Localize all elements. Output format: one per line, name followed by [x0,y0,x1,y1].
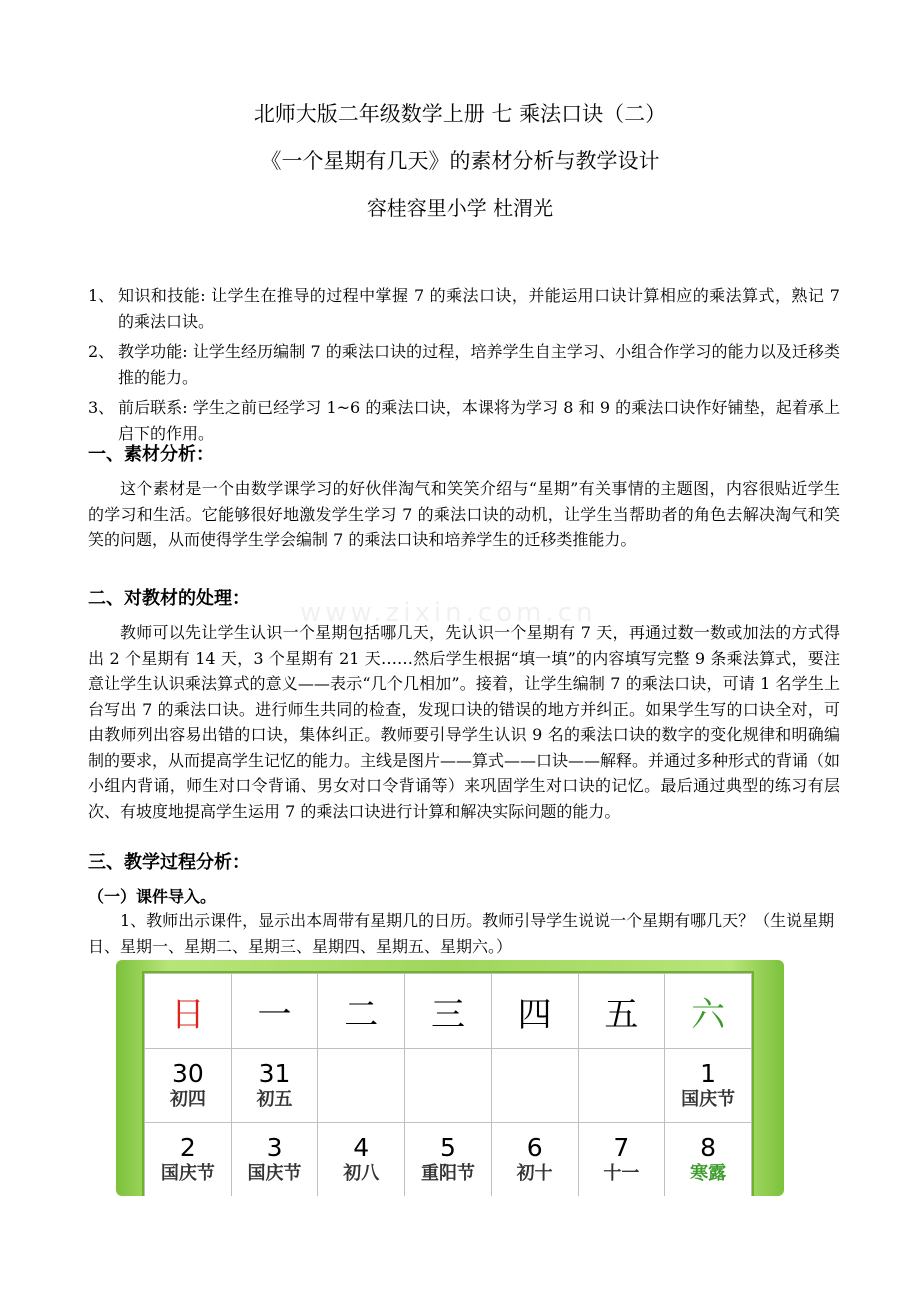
objective-text: 教学功能: 让学生经历编制 7 的乘法口诀的过程，培养学生自主学习、小组合作学习的能力以及迁移类推的能力。 [118,342,840,387]
weekday-monday: 一 [231,974,318,1049]
section-heading-material: 一、素材分析： [88,444,214,465]
day-label: 寒露 [690,1162,727,1184]
calendar-day-cell [318,1049,405,1123]
section-body-intro: 1、教师出示课件，显示出本周带有星期几的日历。教师引导学生说说一个星期有哪几天？（生说星期日、星期一、星期二、星期三、星期四、星期五、星期六。） [88,911,835,956]
objective-number: 3、 [88,398,115,417]
calendar-day-cell [318,1123,405,1197]
calendar-image [116,960,784,1196]
objective-text: 知识和技能: 让学生在推导的过程中掌握 7 的乘法口诀，并能运用口诀计算相应的乘法算式，熟记 7 的乘法口诀。 [118,286,840,331]
day-number: 3 [266,1132,283,1162]
calendar-day-cell [145,1049,232,1123]
calendar-board [142,971,754,1196]
weekday-friday: 五 [578,974,665,1049]
objective-number: 2、 [88,342,115,361]
calendar-grid [144,973,752,1196]
calendar-day-cell [231,1123,318,1197]
objective-number: 1、 [88,286,115,305]
day-number: 4 [353,1132,370,1162]
calendar-day-cell [665,1123,752,1197]
day-number: 8 [700,1132,717,1162]
day-number: 1 [700,1058,717,1088]
doc-title-line1: 北师大版二年级数学上册 七 乘法口诀（二） [253,102,667,126]
day-label: 国庆节 [160,1162,215,1184]
day-label: 初八 [343,1162,380,1184]
calendar-day-cell [405,1123,492,1197]
day-label: 初五 [256,1088,293,1110]
day-label: 十一 [603,1162,640,1184]
day-number: 31 [258,1058,291,1088]
calendar-day-cell [578,1123,665,1197]
day-number: 7 [613,1132,630,1162]
weekday-sunday: 日 [145,974,232,1049]
calendar-day-cell [405,1049,492,1123]
day-number: 30 [171,1058,204,1088]
weekday-wednesday: 三 [405,974,492,1049]
calendar-day-cell [231,1049,318,1123]
calendar-week-row [145,1049,752,1123]
section-body-material: 这个素材是一个由数学课学习的好伙伴淘气和笑笑介绍与“星期”有关事情的主题图，内容很贴近学生的学习和生活。它能够很好地激发学生学习 7 的乘法口诀的动机，让学生当帮助者的角色去解决淘气和笑笑的问题，从而使得学生学会编制 7 的乘法口诀和培养学生的迁移类推能力。 [88,479,840,549]
section-heading-process: 三、教学过程分析： [88,852,250,873]
day-number: 6 [526,1132,543,1162]
day-label: 初十 [516,1162,553,1184]
day-label: 国庆节 [681,1088,736,1110]
objective-item [88,283,840,335]
objective-text: 前后联系: 学生之前已经学习 1~6 的乘法口诀，本课将为学习 8 和 9 的乘法口诀作好铺垫，起着承上启下的作用。 [118,398,840,443]
watermark: www.zixin.com.cn [300,598,597,628]
day-number: 5 [440,1132,456,1162]
calendar-day-cell [491,1123,578,1197]
objectives-list [88,283,840,451]
weekday-thursday: 四 [491,974,578,1049]
calendar-day-cell [665,1049,752,1123]
section-heading-processing: 二、对教材的处理： [88,588,250,609]
calendar-week-row [145,1123,752,1197]
weekday-saturday: 六 [665,974,752,1049]
doc-title-line2: 《一个星期有几天》的素材分析与教学设计 [260,149,660,173]
calendar-day-cell [578,1049,665,1123]
day-label: 国庆节 [247,1162,302,1184]
section-body-processing: 教师可以先让学生认识一个星期包括哪几天，先认识一个星期有 7 天，再通过数一数或加法的方式得出 2 个星期有 14 天，3 个星期有 21 天……然后学生根据“填一填”的内容填写完整 9 条乘法算式，要注意让学生认识乘法算式的意义——表示“几个几相加”。接着，让学生编制 7 的乘法口诀，可请 1 名学生上台写出 7 的乘法口诀。进行师生共同的检查，发现口诀的错误的地方并纠正。如果学生写的口诀全对，可由教师列出容易出错的口诀，集体纠正。教师要引导学生认识 9 名的乘法口诀的数字的变化规律和明确编制的要求，从而提高学生记忆的能力。主线是图片——算式——口诀——解释。并通过多种形式的背诵（如小组内背诵，师生对口令背诵、男女对口令背诵等）来巩固学生对口诀的记忆。最后通过典型的练习有层次、有坡度地提高学生运用 7 的乘法口诀进行计算和解决实际问题的能力。 [88,623,841,821]
day-number: 2 [179,1132,196,1162]
doc-author: 容桂容里小学 杜渭光 [366,196,554,220]
day-label: 重阳节 [420,1162,475,1184]
weekday-tuesday: 二 [318,974,405,1049]
calendar-weekday-row [145,974,752,1049]
objective-item [88,339,840,391]
calendar-day-cell [145,1123,232,1197]
subsection-heading-intro: （一）课件导入。 [88,887,217,906]
calendar-day-cell [491,1049,578,1123]
day-label: 初四 [169,1088,206,1110]
